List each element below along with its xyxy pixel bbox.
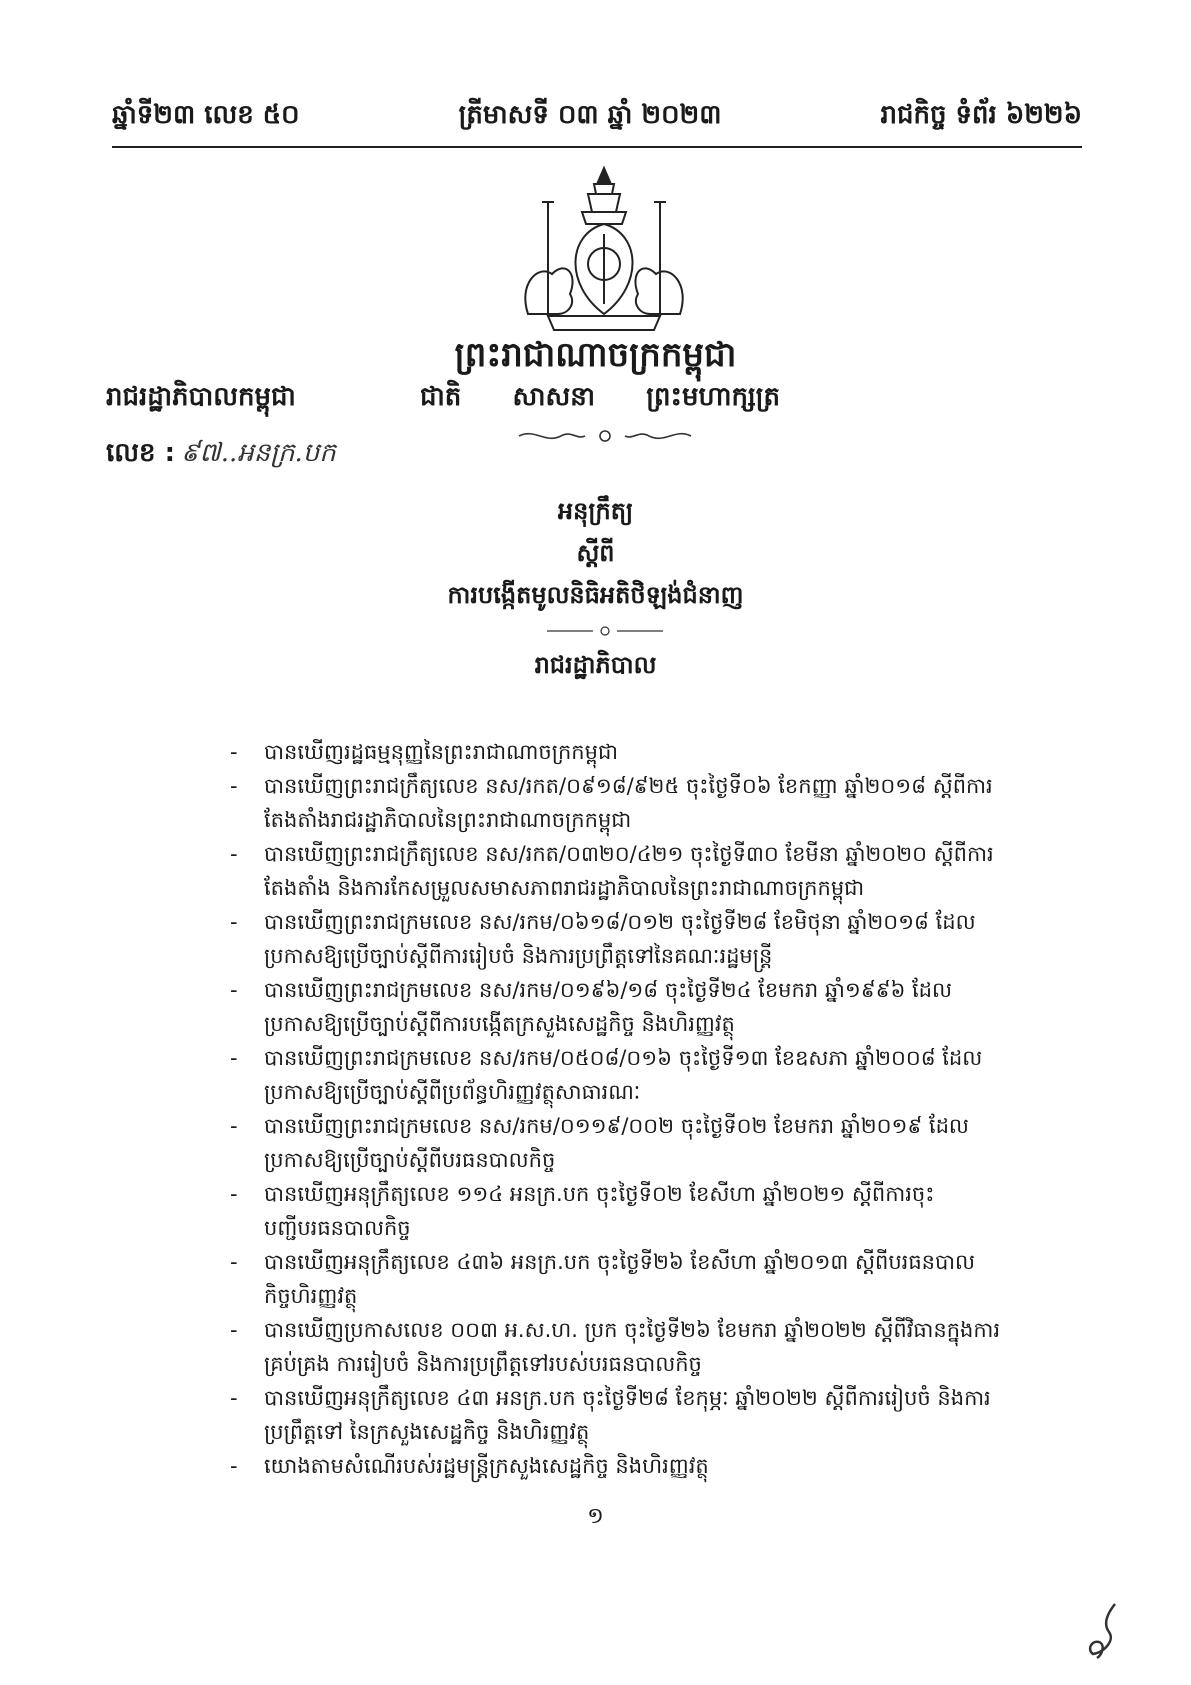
- decree-number-value: ៩៧..អនក្រ.បក: [180, 438, 336, 468]
- list-item: - បានឃើញព្រះរាជក្រឹត្យលេខ នស/រកត/០៣២០/៤២១ ចុះថ្ងៃទី៣០ ខែមីនា ឆ្នាំ២០២០ ស្ដីពីការតែងតាំង និងការកែសម្រួលសមាសភាពរាជរដ្ឋាភិបាលនៃព្រះរាជាណាចក្រកម្ពុជា: [228, 837, 1008, 905]
- decree-number-line: [106, 436, 336, 474]
- list-item: - បានឃើញអនុក្រឹត្យលេខ ៤៣៦ អនក្រ.បក ចុះថ្ងៃទី២៦ ខែសីហា ឆ្នាំ២០១៣ ស្ដីពីបរធនបាលកិច្ចហិរញ្ញវត្ថុ: [228, 1245, 1008, 1313]
- list-item: - បានឃើញព្រះរាជក្រមលេខ នស/រកម/០៦១៨/០១២ ចុះថ្ងៃទី២៨ ខែមិថុនា ឆ្នាំ២០១៨ ដែលប្រកាសឱ្យប្រើច្បាប់ស្ដីពីការរៀបចំ និងការប្រព្រឹត្តទៅនៃគណៈរដ្ឋមន្ត្រី: [228, 905, 1008, 973]
- document-type: អនុក្រឹត្យ: [557, 497, 634, 525]
- kingdom-name: ព្រះរាជាណាចក្រកម្ពុជា: [454, 335, 737, 375]
- decree-number-label: លេខ :: [106, 438, 175, 468]
- handwritten-mark-icon: [1085, 1600, 1125, 1660]
- gazette-quarter: ត្រីមាសទី ០៣ ឆ្នាំ ២០២៣: [458, 100, 722, 130]
- list-item: - បានឃើញព្រះរាជក្រមលេខ នស/រកម/០១៩៦/១៨ ចុះថ្ងៃទី២៤ ខែមករា ឆ្នាំ១៩៩៦ ដែលប្រកាសឱ្យប្រើច្បាប់ស្ដីពីការបង្កើតក្រសួងសេដ្ឋកិច្ច និងហិរញ្ញវត្ថុ: [228, 973, 1008, 1041]
- list-item: - បានឃើញព្រះរាជក្រមលេខ នស/រកម/០១១៩/០០២ ចុះថ្ងៃទី០២ ខែមករា ឆ្នាំ២០១៩ ដែលប្រកាសឱ្យប្រើច្បាប់ស្ដីពីបរធនបាលកិច្ច: [228, 1109, 1008, 1177]
- issuer-name: រាជរដ្ឋាភិបាលកម្ពុជា: [106, 382, 296, 412]
- list-item: - បានឃើញព្រះរាជក្រមលេខ នស/រកម/០៥០៨/០១៦ ចុះថ្ងៃទី១៣ ខែឧសភា ឆ្នាំ២០០៨ ដែលប្រកាសឱ្យប្រើច្បាប់ស្ដីពីប្រព័ន្ធហិរញ្ញវត្ថុសាធារណៈ: [228, 1041, 1008, 1109]
- national-motto: [420, 380, 780, 418]
- ornament-divider-icon: [515, 426, 695, 446]
- list-item: - បានឃើញប្រកាសលេខ ០០៣ អ.ស.ហ. ប្រក ចុះថ្ងៃទី២៦ ខែមករា ឆ្នាំ២០២២ ស្ដីពីវិធានក្នុងការគ្រប់គ្រង ការរៀបចំ និងការប្រព្រឹត្តទៅរបស់បរធនបាលកិច្ច: [228, 1313, 1008, 1381]
- list-item: - បានឃើញអនុក្រឹត្យលេខ ១១៤ អនក្រ.បក ចុះថ្ងៃទី០២ ខែសីហា ឆ្នាំ២០២១ ស្ដីពីការចុះបញ្ជីបរធនបាលកិច្ច: [228, 1177, 1008, 1245]
- royal-coat-of-arms-icon: [508, 164, 700, 334]
- list-item: - បានឃើញអនុក្រឹត្យលេខ ៤៣ អនក្រ.បក ចុះថ្ងៃទី២៨ ខែកុម្ភៈ ឆ្នាំ២០២២ ស្ដីពីការរៀបចំ និងការប្រព្រឹត្តទៅ នៃក្រសួងសេដ្ឋកិច្ច និងហិរញ្ញវត្ថុ: [228, 1381, 1008, 1449]
- gazette-page-ref: រាជកិច្ច ទំព័រ ៦២២៦: [880, 100, 1082, 130]
- preamble-list: [228, 735, 1008, 1483]
- gazette-header: [112, 92, 1082, 142]
- document-about: ស្ដីពី: [576, 539, 615, 567]
- gazette-year-issue: ឆ្នាំទី២៣ លេខ ៥០: [112, 100, 300, 130]
- issuing-authority: រាជរដ្ឋាភិបាល: [534, 651, 657, 679]
- list-item: - យោងតាមសំណើរបស់រដ្ឋមន្ត្រីក្រសួងសេដ្ឋកិច្ច និងហិរញ្ញវត្ថុ: [228, 1449, 1008, 1483]
- header-rule: [112, 146, 1082, 148]
- issuer-block: [106, 380, 336, 474]
- ornament-divider-icon: [545, 625, 665, 637]
- list-item: - បានឃើញព្រះរាជក្រឹត្យលេខ នស/រកត/០៩១៨/៩២៥ ចុះថ្ងៃទី០៦ ខែកញ្ញា ឆ្នាំ២០១៨ ស្ដីពីការតែងតាំងរាជរដ្ឋាភិបាលនៃព្រះរាជាណាចក្រកម្ពុជា: [228, 769, 1008, 837]
- motto-religion: សាសនា: [512, 382, 596, 412]
- motto-nation: ជាតិ: [420, 382, 462, 412]
- document-subject: ការបង្កើតមូលនិធិអតិថិឡង់ជំនាញ: [447, 581, 744, 609]
- page-number: ១: [587, 1504, 604, 1529]
- list-item: - បានឃើញរដ្ឋធម្មនុញ្ញនៃព្រះរាជាណាចក្រកម្ពុជា: [228, 735, 1008, 769]
- motto-king: ព្រះមហាក្សត្រ: [646, 382, 780, 412]
